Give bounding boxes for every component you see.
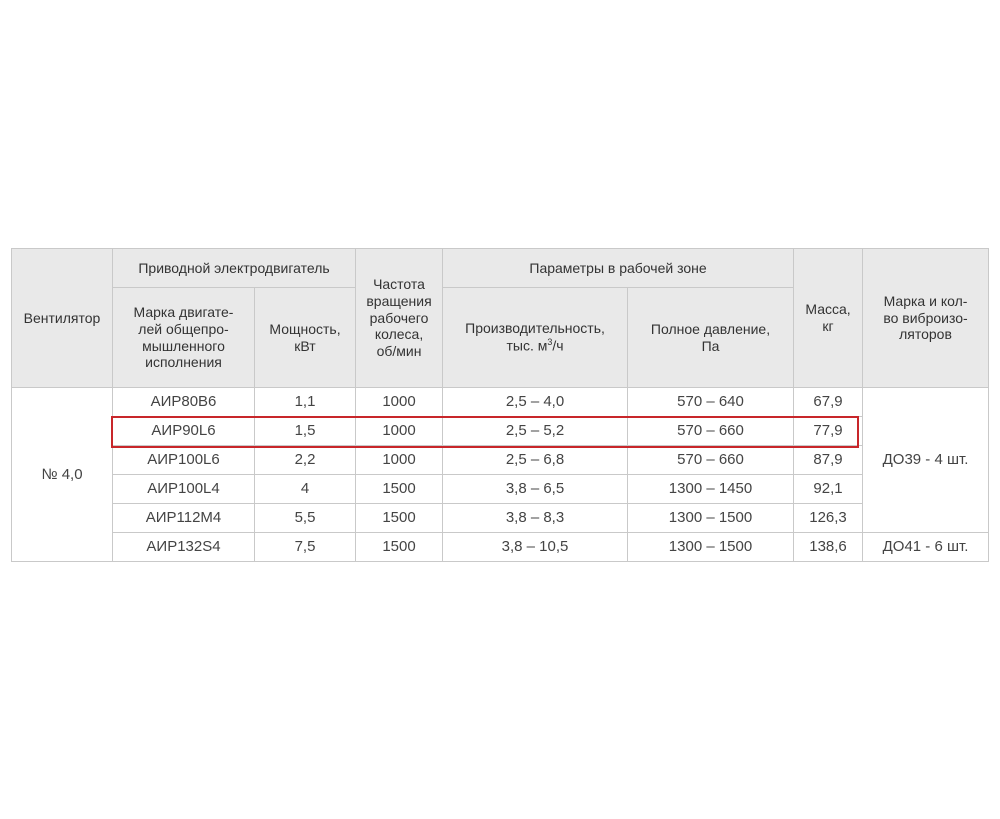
fan-model-cell: № 4,0 bbox=[12, 388, 113, 562]
pressure-cell: 1300 – 1500 bbox=[628, 533, 794, 562]
header-capacity-unit: /ч bbox=[552, 337, 564, 354]
motor-cell: АИР90L6 bbox=[113, 417, 255, 446]
capacity-cell: 2,5 – 6,8 bbox=[443, 446, 628, 475]
pressure-cell: 1300 – 1500 bbox=[628, 504, 794, 533]
header-isolators: Марка и кол- во виброизо- ляторов bbox=[863, 249, 989, 388]
mass-cell: 77,9 bbox=[794, 417, 863, 446]
isolators-cell: ДО39 - 4 шт. bbox=[863, 388, 989, 533]
header-params-group: Параметры в рабочей зоне bbox=[443, 249, 794, 288]
speed-cell: 1500 bbox=[356, 533, 443, 562]
table-row bbox=[12, 446, 989, 475]
table-row bbox=[12, 388, 989, 417]
power-cell: 2,2 bbox=[255, 446, 356, 475]
header-power: Мощность, кВт bbox=[255, 288, 356, 388]
capacity-cell: 3,8 – 6,5 bbox=[443, 475, 628, 504]
mass-cell: 138,6 bbox=[794, 533, 863, 562]
header-motor-group: Приводной электродвигатель bbox=[113, 249, 356, 288]
pressure-cell: 570 – 660 bbox=[628, 417, 794, 446]
mass-cell: 87,9 bbox=[794, 446, 863, 475]
speed-cell: 1000 bbox=[356, 388, 443, 417]
power-cell: 7,5 bbox=[255, 533, 356, 562]
header-speed: Частота вращения рабочего колеса, об/мин bbox=[356, 249, 443, 388]
capacity-cell: 3,8 – 8,3 bbox=[443, 504, 628, 533]
speed-cell: 1000 bbox=[356, 446, 443, 475]
header-capacity-text: Производительность, тыс. м bbox=[465, 320, 605, 354]
mass-cell: 126,3 bbox=[794, 504, 863, 533]
header-motor-brand: Марка двигате- лей общепро- мышленного исполнения bbox=[113, 288, 255, 388]
header-capacity-sup: 3 bbox=[547, 337, 553, 348]
power-cell: 1,1 bbox=[255, 388, 356, 417]
spec-table-wrapper bbox=[11, 248, 988, 562]
capacity-cell: 2,5 – 4,0 bbox=[443, 388, 628, 417]
speed-cell: 1000 bbox=[356, 417, 443, 446]
header-mass: Масса, кг bbox=[794, 249, 863, 388]
pressure-cell: 570 – 640 bbox=[628, 388, 794, 417]
power-cell: 4 bbox=[255, 475, 356, 504]
pressure-cell: 1300 – 1450 bbox=[628, 475, 794, 504]
mass-cell: 67,9 bbox=[794, 388, 863, 417]
fan-spec-table bbox=[11, 248, 989, 562]
motor-cell: АИР132S4 bbox=[113, 533, 255, 562]
motor-cell: АИР100L6 bbox=[113, 446, 255, 475]
header-fan: Вентилятор bbox=[12, 249, 113, 388]
power-cell: 1,5 bbox=[255, 417, 356, 446]
isolators-cell: ДО41 - 6 шт. bbox=[863, 533, 989, 562]
capacity-cell: 3,8 – 10,5 bbox=[443, 533, 628, 562]
header-capacity bbox=[443, 288, 628, 388]
table-row bbox=[12, 533, 989, 562]
speed-cell: 1500 bbox=[356, 504, 443, 533]
motor-cell: АИР80В6 bbox=[113, 388, 255, 417]
speed-cell: 1500 bbox=[356, 475, 443, 504]
power-cell: 5,5 bbox=[255, 504, 356, 533]
motor-cell: АИР100L4 bbox=[113, 475, 255, 504]
table-row bbox=[12, 475, 989, 504]
pressure-cell: 570 – 660 bbox=[628, 446, 794, 475]
header-pressure: Полное давление, Па bbox=[628, 288, 794, 388]
table-row bbox=[12, 504, 989, 533]
table-row-highlighted bbox=[12, 417, 989, 446]
capacity-cell: 2,5 – 5,2 bbox=[443, 417, 628, 446]
motor-cell: АИР112М4 bbox=[113, 504, 255, 533]
mass-cell: 92,1 bbox=[794, 475, 863, 504]
